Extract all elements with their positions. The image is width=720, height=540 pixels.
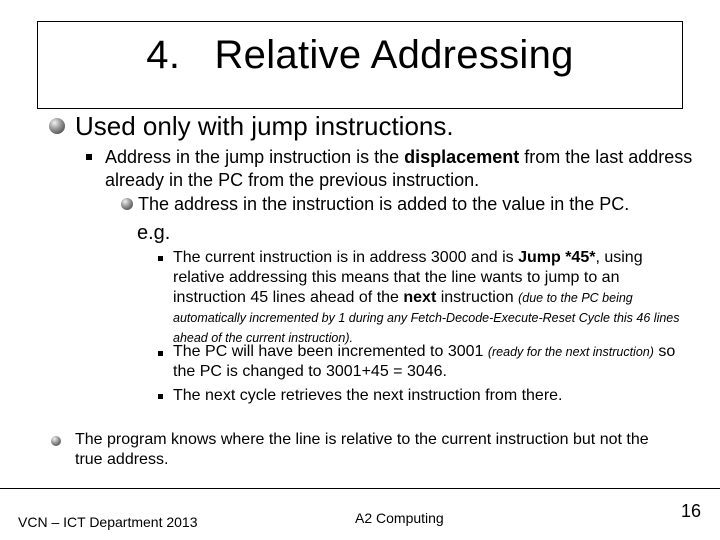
bullet-4b-note: (ready for the next instruction)	[487, 345, 654, 359]
bullet-square-icon	[158, 394, 163, 399]
title-box	[37, 21, 683, 109]
slide-title: 4. Relative Addressing	[146, 33, 574, 77]
footer-center: A2 Computing	[355, 510, 444, 526]
bullet-4b-text: The PC will have been incremented to 3001	[173, 343, 488, 360]
bullet-2	[105, 146, 705, 192]
bullet-ball-icon	[49, 118, 65, 134]
bullet-square-icon	[158, 351, 163, 356]
bullet-ball-icon	[51, 436, 61, 446]
bullet-square-icon	[86, 154, 92, 160]
bullet-3: The address in the instruction is added to the value in the PC.	[138, 194, 630, 214]
bullet-4a-bold: Jump *45*	[518, 249, 596, 266]
page-number: 16	[681, 501, 702, 521]
bullet-5: The program knows where the line is relative to the current instruction but not the true address.	[75, 431, 649, 468]
bullet-4a-note: (due to the PC being automatically incremented by 1 during any Fetch-Decode-Execute-Reset Cycle this 46 lines ahead of the current instruction).	[173, 291, 680, 345]
bullet-4a-rest2: instruction	[436, 289, 519, 306]
bullet-2-rest: from the last address already in the PC from the previous instruction.	[105, 147, 693, 190]
bullet-4a-text: The current instruction is in address 3000 and is	[173, 249, 519, 266]
bullet-4a-bold2: next	[403, 289, 437, 306]
footer-divider	[0, 488, 720, 489]
bullet-4b-rest: so the PC is changed to 3001+45 = 3046.	[173, 343, 676, 380]
bullet-2-bold: displacement	[404, 147, 520, 167]
bullet-ball-icon	[121, 198, 133, 210]
bullet-4b	[173, 342, 693, 382]
bullet-2-text: Address in the jump instruction is the	[105, 147, 405, 167]
bullet-4a	[173, 248, 693, 348]
footer-left: VCN – ICT Department 2013	[18, 514, 198, 530]
bullet-square-icon	[158, 256, 163, 261]
bullet-4a-rest: , using relative addressing this means that the line wants to jump to an instruction 45 lines ahead of the	[173, 249, 643, 306]
eg-label: e.g.	[137, 222, 171, 244]
bullet-4c: The next cycle retrieves the next instruction from there.	[173, 387, 563, 404]
bullet-1: Used only with jump instructions.	[75, 111, 454, 141]
